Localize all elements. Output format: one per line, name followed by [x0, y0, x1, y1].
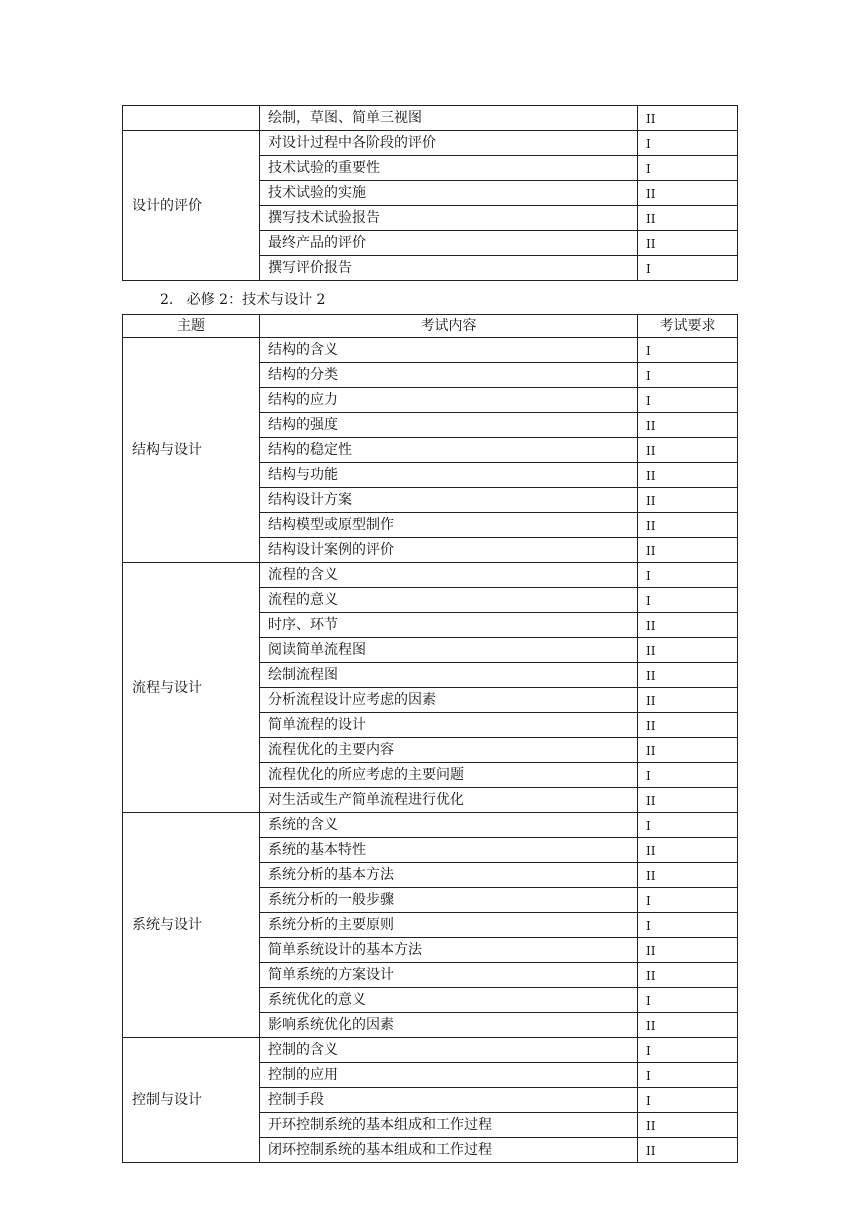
content-cell: 系统分析的主要原则	[260, 913, 638, 938]
requirement-cell: II	[638, 938, 738, 963]
requirement-cell: II	[638, 488, 738, 513]
section-title: 必修 2：技术与设计 2	[186, 292, 326, 308]
requirement-cell: II	[638, 863, 738, 888]
content-cell: 技术试验的重要性	[260, 156, 638, 181]
requirement-cell: II	[638, 688, 738, 713]
requirement-cell: II	[638, 1113, 738, 1138]
requirement-cell: I	[638, 338, 738, 363]
content-cell: 系统的基本特性	[260, 838, 638, 863]
requirement-cell: II	[638, 1138, 738, 1163]
content-cell: 流程的意义	[260, 588, 638, 613]
requirement-cell: II	[638, 513, 738, 538]
requirement-cell: I	[638, 1038, 738, 1063]
requirement-cell: I	[638, 763, 738, 788]
topic-cell: 流程与设计	[123, 563, 260, 813]
table-row	[123, 131, 738, 156]
header-requirement: 考试要求	[638, 315, 738, 338]
content-cell: 系统优化的意义	[260, 988, 638, 1013]
topic-cell: 控制与设计	[123, 1038, 260, 1163]
requirement-cell: II	[638, 231, 738, 256]
content-cell: 对生活或生产简单流程进行优化	[260, 788, 638, 813]
requirement-cell: I	[638, 156, 738, 181]
requirement-cell: I	[638, 256, 738, 281]
requirement-cell: I	[638, 988, 738, 1013]
content-cell: 最终产品的评价	[260, 231, 638, 256]
table-row	[123, 1038, 738, 1063]
content-cell: 开环控制系统的基本组成和工作过程	[260, 1113, 638, 1138]
evaluation-table	[122, 105, 738, 281]
content-cell: 简单流程的设计	[260, 713, 638, 738]
topic-cell: 系统与设计	[123, 813, 260, 1038]
content-cell: 结构的分类	[260, 363, 638, 388]
table-header-row	[123, 315, 738, 338]
content-cell: 撰写评价报告	[260, 256, 638, 281]
requirement-cell: II	[638, 613, 738, 638]
content-cell: 结构模型或原型制作	[260, 513, 638, 538]
requirement-cell: I	[638, 1063, 738, 1088]
content-cell: 结构设计方案	[260, 488, 638, 513]
requirement-cell: II	[638, 738, 738, 763]
content-cell: 阅读简单流程图	[260, 638, 638, 663]
content-cell: 系统的含义	[260, 813, 638, 838]
content-cell: 控制手段	[260, 1088, 638, 1113]
requirement-cell: II	[638, 181, 738, 206]
content-cell: 绘制，草图、简单三视图	[260, 106, 638, 131]
curriculum-table	[122, 314, 738, 1163]
requirement-cell: II	[638, 438, 738, 463]
header-content: 考试内容	[260, 315, 638, 338]
content-cell: 流程优化的主要内容	[260, 738, 638, 763]
header-topic: 主题	[123, 315, 260, 338]
content-cell: 流程优化的所应考虑的主要问题	[260, 763, 638, 788]
requirement-cell: II	[638, 638, 738, 663]
requirement-cell: II	[638, 838, 738, 863]
content-cell: 对设计过程中各阶段的评价	[260, 131, 638, 156]
requirement-cell: I	[638, 131, 738, 156]
topic-cell: 结构与设计	[123, 338, 260, 563]
content-cell: 结构与功能	[260, 463, 638, 488]
requirement-cell: I	[638, 913, 738, 938]
requirement-cell: II	[638, 788, 738, 813]
content-cell: 结构的含义	[260, 338, 638, 363]
content-cell: 控制的应用	[260, 1063, 638, 1088]
requirement-cell: II	[638, 1013, 738, 1038]
requirement-cell: II	[638, 413, 738, 438]
table-row	[123, 813, 738, 838]
requirement-cell: II	[638, 538, 738, 563]
content-cell: 流程的含义	[260, 563, 638, 588]
requirement-cell: II	[638, 463, 738, 488]
requirement-cell: I	[638, 588, 738, 613]
content-cell: 系统分析的基本方法	[260, 863, 638, 888]
requirement-cell: II	[638, 663, 738, 688]
section-number: 2.	[160, 292, 174, 308]
content-cell: 结构的应力	[260, 388, 638, 413]
section-caption	[160, 290, 325, 310]
requirement-cell: I	[638, 363, 738, 388]
content-cell: 结构的强度	[260, 413, 638, 438]
content-cell: 结构的稳定性	[260, 438, 638, 463]
content-cell: 简单系统设计的基本方法	[260, 938, 638, 963]
topic-cell-empty	[123, 106, 260, 131]
requirement-cell: I	[638, 1088, 738, 1113]
content-cell: 结构设计案例的评价	[260, 538, 638, 563]
requirement-cell: I	[638, 888, 738, 913]
curriculum-table-body	[123, 338, 738, 1163]
evaluation-table-body	[123, 106, 738, 281]
requirement-cell: I	[638, 388, 738, 413]
content-cell: 控制的含义	[260, 1038, 638, 1063]
table-row	[123, 106, 738, 131]
content-cell: 系统分析的一般步骤	[260, 888, 638, 913]
requirement-cell: II	[638, 963, 738, 988]
content-cell: 技术试验的实施	[260, 181, 638, 206]
content-cell: 撰写技术试验报告	[260, 206, 638, 231]
content-cell: 简单系统的方案设计	[260, 963, 638, 988]
requirement-cell: II	[638, 206, 738, 231]
table-row	[123, 563, 738, 588]
requirement-cell: II	[638, 106, 738, 131]
content-cell: 闭环控制系统的基本组成和工作过程	[260, 1138, 638, 1163]
content-cell: 绘制流程图	[260, 663, 638, 688]
content-cell: 分析流程设计应考虑的因素	[260, 688, 638, 713]
content-cell: 影响系统优化的因素	[260, 1013, 638, 1038]
requirement-cell: II	[638, 713, 738, 738]
requirement-cell: I	[638, 563, 738, 588]
content-cell: 时序、环节	[260, 613, 638, 638]
table-row	[123, 338, 738, 363]
topic-cell: 设计的评价	[123, 131, 260, 281]
requirement-cell: I	[638, 813, 738, 838]
